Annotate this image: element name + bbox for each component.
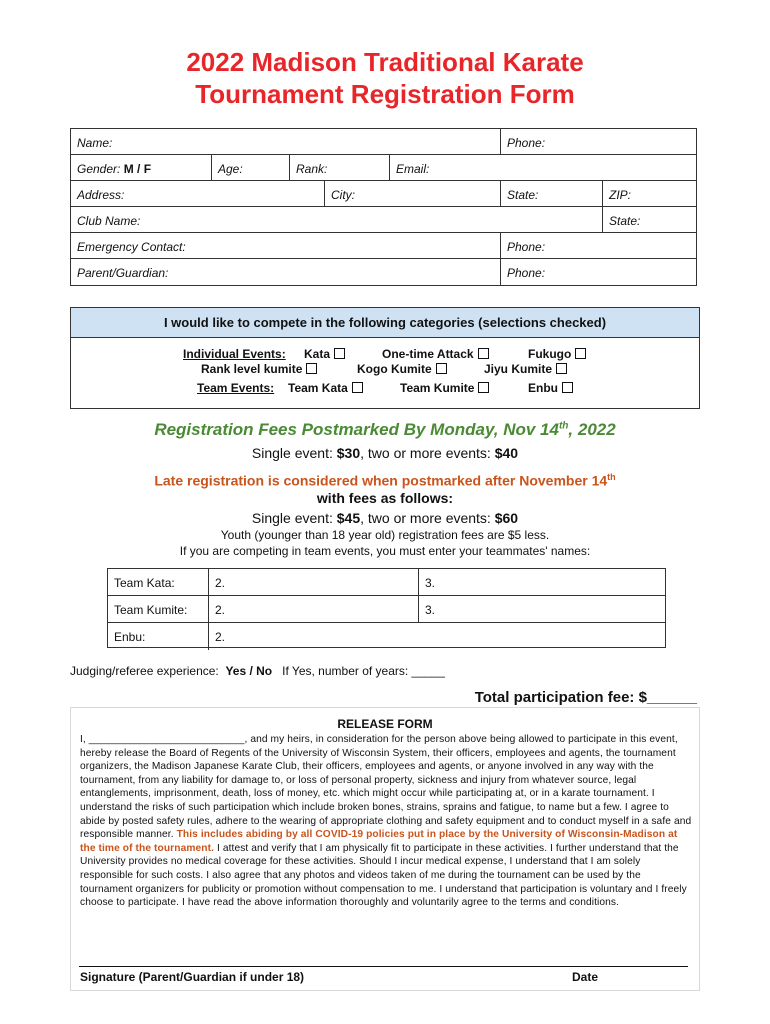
info-row-gender: [71, 155, 696, 181]
judging-years[interactable]: If Yes, number of years: _____: [282, 664, 445, 678]
fukugo-checkbox[interactable]: [575, 348, 586, 359]
enbu-checkbox[interactable]: [562, 382, 573, 393]
enbu-option[interactable]: Enbu: [528, 381, 573, 395]
phone-field[interactable]: Phone:: [500, 129, 696, 154]
team-kumite-checkbox[interactable]: [478, 382, 489, 393]
late-fees-intro: with fees as follows:: [316, 490, 454, 506]
club-name-field[interactable]: Club Name:: [77, 214, 141, 228]
team-kumite-member-2[interactable]: 2.: [208, 596, 418, 622]
zip-field[interactable]: ZIP:: [602, 181, 696, 206]
team-kata-member-3[interactable]: 3.: [418, 569, 665, 595]
kata-option[interactable]: Kata: [304, 347, 345, 361]
release-form: [70, 707, 700, 991]
form-title-line1: 2022 Madison Traditional Karate: [186, 47, 584, 77]
categories-box: [70, 307, 700, 409]
teammates-table: [107, 568, 666, 648]
signature-line[interactable]: [79, 966, 688, 967]
info-row-emergency: [71, 233, 696, 259]
table-row: [108, 569, 665, 596]
categories-heading: I would like to compete in the following categories (selections checked): [71, 308, 699, 338]
team-kata-member-2[interactable]: 2.: [208, 569, 418, 595]
gender-field[interactable]: [71, 155, 211, 180]
team-kata-option[interactable]: Team Kata: [288, 381, 363, 395]
parent-guardian-field[interactable]: Parent/Guardian:: [77, 266, 169, 280]
info-row-parent: [71, 259, 696, 285]
kogo-kumite-checkbox[interactable]: [436, 363, 447, 374]
teammates-note: If you are competing in team events, you must enter your teammates' names:: [179, 544, 591, 558]
judging-yes-no[interactable]: Yes / No: [225, 664, 273, 678]
enbu-member-2[interactable]: 2.: [208, 623, 665, 650]
one-time-attack-option[interactable]: One-time Attack: [382, 347, 489, 361]
total-fee[interactable]: Total participation fee: $______: [474, 689, 697, 706]
age-field[interactable]: Age:: [211, 155, 289, 180]
one-time-attack-checkbox[interactable]: [478, 348, 489, 359]
team-kumite-member-3[interactable]: 3.: [418, 596, 665, 622]
name-field[interactable]: Name:: [77, 136, 113, 150]
gender-label: Gender:: [77, 162, 121, 176]
release-title: RELEASE FORM: [337, 717, 433, 731]
team-kata-label: Team Kata:: [114, 576, 175, 590]
state-field[interactable]: State:: [500, 181, 602, 206]
form-title-line2: Tournament Registration Form: [195, 79, 575, 109]
judging-experience: Judging/referee experience: Yes / No If Yes, number of years: _____: [70, 664, 445, 678]
city-field[interactable]: City:: [324, 181, 500, 206]
team-kumite-option[interactable]: Team Kumite: [400, 381, 489, 395]
regular-fees: Single event: $30, two or more events: $40: [251, 445, 519, 461]
emergency-contact-field[interactable]: Emergency Contact:: [77, 240, 186, 254]
team-kumite-label: Team Kumite:: [114, 603, 188, 617]
club-state-field[interactable]: State:: [602, 207, 696, 232]
table-row: [108, 596, 665, 623]
parent-phone-field[interactable]: Phone:: [500, 259, 696, 285]
info-row-address: [71, 181, 696, 207]
table-row: [108, 623, 665, 650]
gender-options: M / F: [123, 162, 152, 176]
late-registration-note: Late registration is considered when postmarked after November 14th: [154, 472, 616, 489]
jiyu-kumite-option[interactable]: Jiyu Kumite: [484, 362, 567, 376]
jiyu-kumite-checkbox[interactable]: [556, 363, 567, 374]
rank-level-kumite-option[interactable]: Rank level kumite: [201, 362, 317, 376]
late-fees: Single event: $45, two or more events: $60: [251, 510, 519, 526]
team-kata-checkbox[interactable]: [352, 382, 363, 393]
info-row-club: [71, 207, 696, 233]
individual-events-label: Individual Events:: [183, 347, 286, 361]
info-row-name: [71, 129, 696, 155]
date-label: Date: [572, 970, 599, 984]
rank-field[interactable]: Rank:: [289, 155, 389, 180]
email-field[interactable]: Email:: [389, 155, 696, 180]
team-events-label: Team Events:: [197, 381, 275, 395]
rank-level-kumite-checkbox[interactable]: [306, 363, 317, 374]
signature-label: Signature (Parent/Guardian if under 18): [80, 970, 305, 984]
address-field[interactable]: Address:: [77, 188, 125, 202]
participant-info-table: [70, 128, 697, 286]
kata-checkbox[interactable]: [334, 348, 345, 359]
release-text: I, ___________________________, and my heirs, in consideration for the person above being allowed to participate in this event, hereby release the Board of Regents of the University of Wisconsin System, their officers, employees and agents, the tournament organizers, the Madison Japanese Karate Club, their officers, employees and agents, or anyone involved in any way with the tournament, from any liability for damage to, or loss of personal property, sickness and injury from whatever source, legal entanglements, imprisonment, death, loss of money, etc. which might occur while participating at, or in a karate tournament. I understand the risks of such participation which include broken bones, strains, sprains and fatigue, to name but a few. I agree to abide by posted safety rules, adhere to the wearing of appropriate clothing and safety equipment and to conduct myself in a safe and responsible manner. This includes abiding by all COVID-19 policies put in place by the University of Wisconsin-Madison at the time of the tournament. I attest and verify that I am physically fit to participate in these activities. I further understand that the University provides no medical coverage for these activities. Should I incur medical expense, I understand that I am solely responsible for such costs. I also agree that any photos and videos taken of me during the tournament can be used by the tournament organizers for publicity or promotion without compensation to me. I understand that participation is voluntary and I freely choose to participate. I have read the above information thoroughly and voluntarily agree to the terms and conditions.: [80, 734, 692, 909]
kogo-kumite-option[interactable]: Kogo Kumite: [357, 362, 447, 376]
youth-discount-note: Youth (younger than 18 year old) registration fees are $5 less.: [220, 528, 550, 542]
covid-policy-text: This includes abiding by all COVID-19 policies put in place by the University of Wisconsin-Madison at the time of the tournament.: [80, 829, 678, 854]
fees-heading: Registration Fees Postmarked By Monday, Nov 14th, 2022: [154, 420, 616, 439]
enbu-label: Enbu:: [114, 630, 146, 644]
emergency-phone-field[interactable]: Phone:: [500, 233, 696, 258]
fukugo-option[interactable]: Fukugo: [528, 347, 586, 361]
